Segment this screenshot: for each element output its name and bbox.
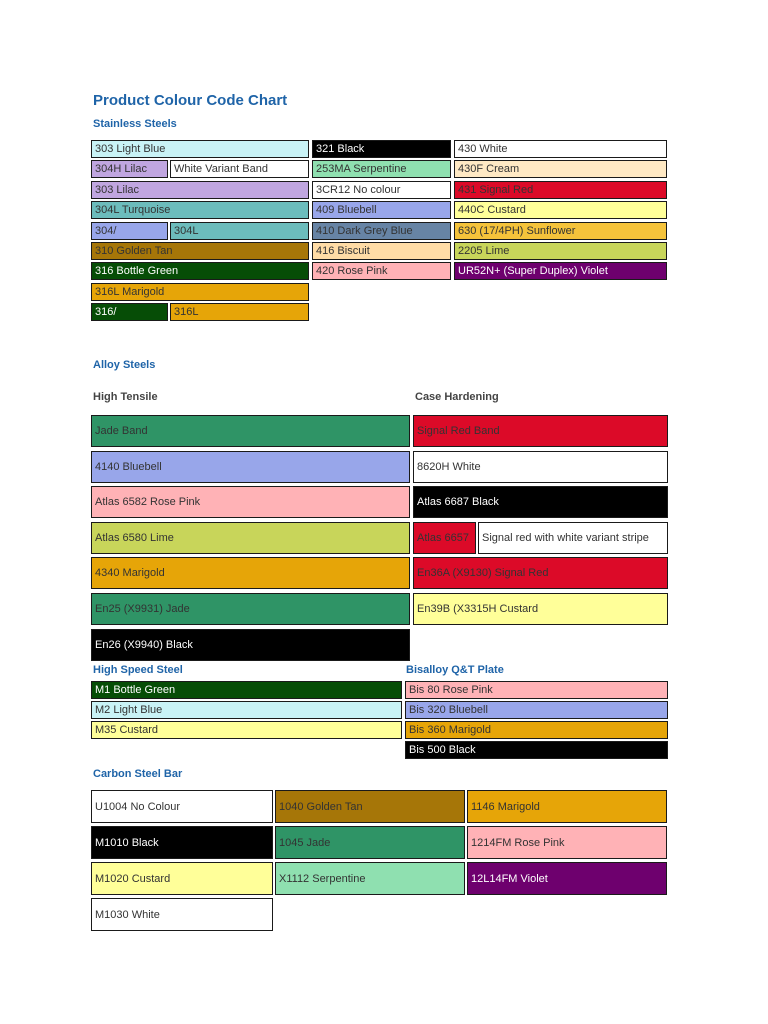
stainless-swatch: 431 Signal Red [454, 181, 667, 199]
stainless-swatch: 316L Marigold [91, 283, 309, 301]
carbon-swatch: X1112 Serpentine [275, 862, 465, 895]
case-hardening-swatch: En39B (X3315H Custard [413, 593, 668, 625]
carbon-swatch: 12L14FM Violet [467, 862, 667, 895]
case-hardening-swatch: Atlas 6657 [413, 522, 476, 554]
carbon-swatch: M1010 Black [91, 826, 273, 859]
high-speed-swatch: M35 Custard [91, 721, 402, 739]
case-hardening-swatch-variant: Signal red with white variant stripe [478, 522, 668, 554]
high-tensile-swatch: En26 (X9940) Black [91, 629, 410, 661]
high-tensile-swatch: En25 (X9931) Jade [91, 593, 410, 625]
carbon-swatch: 1040 Golden Tan [275, 790, 465, 823]
stainless-swatch: 440C Custard [454, 201, 667, 219]
case-hardening-heading: Case Hardening [415, 391, 499, 403]
stainless-swatch: 310 Golden Tan [91, 242, 309, 260]
stainless-heading: Stainless Steels [93, 118, 177, 130]
high-tensile-swatch: 4140 Bluebell [91, 451, 410, 483]
stainless-swatch: 430 White [454, 140, 667, 158]
stainless-swatch: 3CR12 No colour [312, 181, 451, 199]
bisalloy-swatch: Bis 320 Bluebell [405, 701, 668, 719]
stainless-swatch: 303 Lilac [91, 181, 309, 199]
carbon-heading: Carbon Steel Bar [93, 768, 183, 780]
stainless-swatch: 316/ [91, 303, 168, 321]
high-speed-heading: High Speed Steel [93, 664, 183, 676]
bisalloy-swatch: Bis 80 Rose Pink [405, 681, 668, 699]
stainless-swatch: 253MA Serpentine [312, 160, 451, 178]
case-hardening-swatch: Signal Red Band [413, 415, 668, 447]
stainless-swatch: 304L Turquoise [91, 201, 309, 219]
stainless-swatch: 316 Bottle Green [91, 262, 309, 280]
stainless-swatch-variant: 304L [170, 222, 309, 240]
high-tensile-swatch: Jade Band [91, 415, 410, 447]
carbon-swatch: 1045 Jade [275, 826, 465, 859]
high-speed-swatch: M1 Bottle Green [91, 681, 402, 699]
case-hardening-swatch: 8620H White [413, 451, 668, 483]
stainless-swatch: 430F Cream [454, 160, 667, 178]
page-title: Product Colour Code Chart [93, 92, 288, 109]
high-tensile-swatch: 4340 Marigold [91, 557, 410, 589]
stainless-swatch: UR52N+ (Super Duplex) Violet [454, 262, 667, 280]
alloy-heading: Alloy Steels [93, 359, 156, 371]
stainless-swatch: 420 Rose Pink [312, 262, 451, 280]
stainless-swatch-variant: 316L [170, 303, 309, 321]
stainless-swatch: 630 (17/4PH) Sunflower [454, 222, 667, 240]
carbon-swatch: M1030 White [91, 898, 273, 931]
stainless-swatch: 409 Bluebell [312, 201, 451, 219]
bisalloy-swatch: Bis 500 Black [405, 741, 668, 759]
stainless-swatch: 2205 Lime [454, 242, 667, 260]
bisalloy-heading: Bisalloy Q&T Plate [406, 664, 504, 676]
carbon-swatch: M1020 Custard [91, 862, 273, 895]
stainless-swatch: 410 Dark Grey Blue [312, 222, 451, 240]
case-hardening-swatch: En36A (X9130) Signal Red [413, 557, 668, 589]
stainless-swatch: 304/ [91, 222, 168, 240]
carbon-swatch: 1146 Marigold [467, 790, 667, 823]
high-speed-swatch: M2 Light Blue [91, 701, 402, 719]
high-tensile-heading: High Tensile [93, 391, 158, 403]
case-hardening-swatch: Atlas 6687 Black [413, 486, 668, 518]
stainless-swatch: 321 Black [312, 140, 451, 158]
high-tensile-swatch: Atlas 6580 Lime [91, 522, 410, 554]
stainless-swatch: 416 Biscuit [312, 242, 451, 260]
stainless-swatch: 303 Light Blue [91, 140, 309, 158]
carbon-swatch: 1214FM Rose Pink [467, 826, 667, 859]
high-tensile-swatch: Atlas 6582 Rose Pink [91, 486, 410, 518]
stainless-swatch: 304H Lilac [91, 160, 168, 178]
stainless-swatch-variant: White Variant Band [170, 160, 309, 178]
bisalloy-swatch: Bis 360 Marigold [405, 721, 668, 739]
carbon-swatch: U1004 No Colour [91, 790, 273, 823]
